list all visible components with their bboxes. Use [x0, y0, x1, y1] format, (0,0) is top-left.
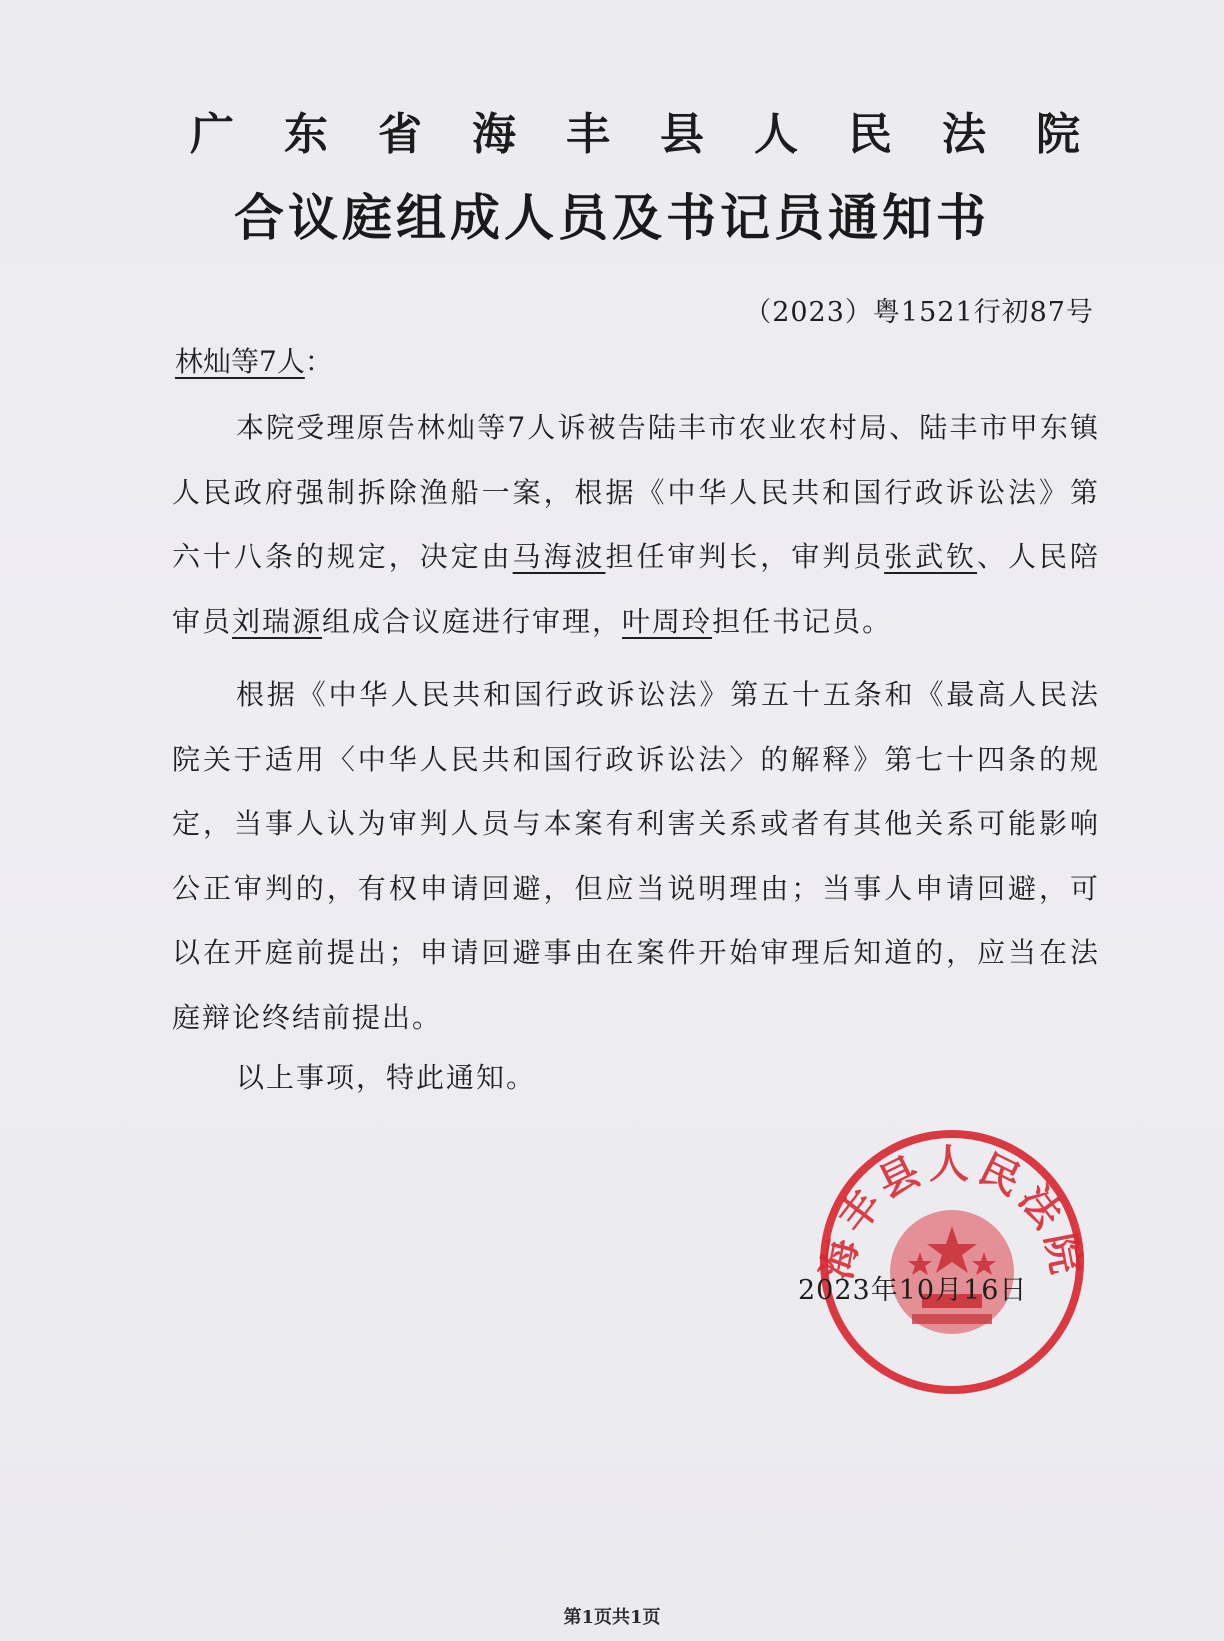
juror-name: 刘瑞源 [232, 604, 323, 638]
addressee [175, 340, 333, 380]
paragraph1-text: 担任书记员。 [712, 604, 893, 638]
court-name-char: 省 [378, 109, 422, 160]
paragraph1-text: 担任审判长，审判员 [605, 540, 885, 573]
paragraph1-text: 、人民陪审员 [172, 540, 1100, 638]
paragraph1-text: 组成合议庭进行审理， [322, 604, 623, 638]
paragraph1-text: 本院受理原告林灿等7人诉被告陆丰市农业农村局、陆丰市甲东镇人民政府强制拆除渔船一案，根据《中华人民共和国行政诉讼法》第六十八条的规定，决定由 [172, 411, 1100, 573]
court-name-char: 人 [754, 109, 798, 160]
issue-date: 2023年10月16日 [798, 1275, 1028, 1306]
addressee-name: 林灿等7人 [175, 345, 305, 378]
court-name-char: 东 [284, 109, 328, 160]
court-seal-stamp [812, 1122, 1092, 1402]
court-name-char: 院 [1036, 109, 1080, 160]
judge-name: 张武钦 [884, 540, 978, 573]
paragraph-recusal-rights: 根据《中华人民共和国行政诉讼法》第五十五条和《最高人民法院关于适用〈中华人民共和国行政诉讼法〉的解释》第七十四条的规定，当事人认为审判人员与本案有利害关系或者有其他关系可能影响公正审判的，有权申请回避，但应当说明理由；当事人申请回避，可以在开庭前提出；申请回避事由在案件开始审理后知道的，应当在法庭辩论终结前提出。 [172, 678, 1100, 1034]
document-title: 合议庭组成人员及书记员通知书 [234, 188, 990, 247]
paragraph-closing: 以上事项，特此通知。 [236, 1061, 537, 1094]
page-number-footer: 第1页共1页 [563, 1607, 661, 1628]
court-name-char: 丰 [566, 109, 610, 160]
court-name-char: 海 [472, 109, 516, 160]
court-name-char: 县 [660, 109, 704, 160]
court-name-char: 广 [190, 109, 234, 160]
court-name-char: 法 [942, 109, 986, 160]
paragraph-panel-notice [172, 396, 1100, 654]
court-name-char: 民 [848, 109, 892, 160]
court-name [190, 98, 1080, 162]
case-number: （2023）粤1521行初87号 [744, 297, 1094, 328]
seal-text: 海丰县人民法院 [814, 1141, 1090, 1284]
clerk-name: 叶周玲 [622, 604, 713, 638]
presiding-judge-name: 马海波 [512, 540, 606, 573]
addressee-suffix: ： [304, 345, 333, 378]
